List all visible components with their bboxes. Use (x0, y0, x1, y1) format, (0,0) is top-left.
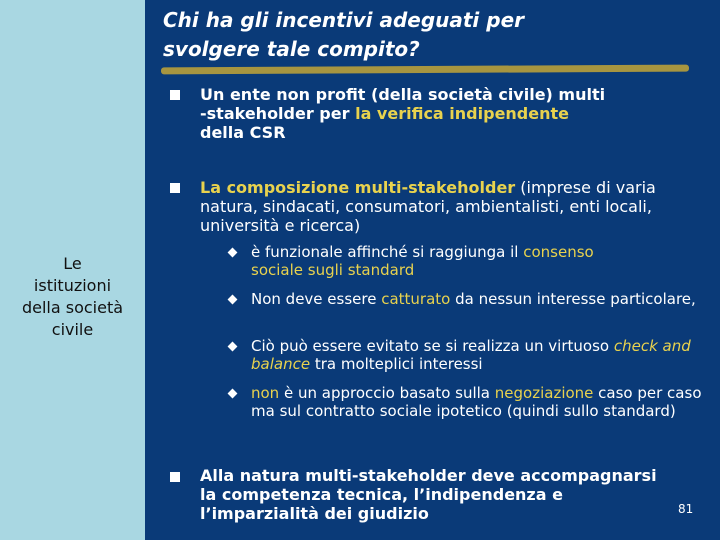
subitem-text: è funzionale affinché si raggiunga il (251, 243, 524, 261)
square-bullet-icon (170, 183, 180, 193)
page-number: 81 (678, 502, 694, 516)
sidebar-label (0, 253, 145, 341)
item-highlight: La composizione multi-stakeholder (200, 178, 516, 197)
square-bullet-icon (170, 472, 180, 482)
sidebar-label-line: della società (21, 298, 124, 317)
item-text: Un ente non profit (della società civile) multi (200, 85, 606, 104)
subitem-highlight: negoziazione (494, 384, 594, 402)
sidebar-label-line: istituzioni (33, 276, 112, 295)
sub-item-1 (251, 243, 691, 279)
slide-title (163, 6, 683, 64)
sidebar-label-line: Le (63, 254, 82, 273)
square-bullet-icon (170, 90, 180, 100)
subitem-text: è un approccio basato sulla (279, 384, 495, 402)
subitem-text: da nessun interesse particolare, (450, 290, 696, 308)
diamond-bullet-icon (228, 342, 238, 352)
item-text: Alla natura multi-stakeholder deve accompagnarsi la competenza tecnica, l’indipendenza e l’imparzialità dei giudizio (200, 466, 657, 523)
item-text: della CSR (200, 123, 286, 142)
item-highlight: la verifica indipendente (355, 104, 569, 123)
subitem-text: tra molteplici interessi (310, 355, 483, 373)
sub-item-3 (251, 337, 711, 373)
subitem-highlight: sociale sugli standard (251, 261, 415, 279)
subitem-highlight: non (251, 384, 280, 402)
diamond-bullet-icon (228, 295, 238, 305)
sub-item-2 (251, 290, 711, 308)
title-underline (161, 65, 689, 75)
diamond-bullet-icon (228, 248, 238, 258)
item-text: -stakeholder per (200, 104, 356, 123)
sidebar-label-line: civile (51, 320, 94, 339)
slide-content (145, 0, 720, 540)
subitem-highlight: catturato (381, 290, 451, 308)
subitem-text: Non deve essere (251, 290, 382, 308)
item-text: (imprese di varia natura, sindacati, consumatori, ambientalisti, enti locali, università e ricerca) (200, 178, 656, 235)
title-line: svolgere tale compito? (163, 37, 420, 61)
bullet-item-1 (200, 85, 712, 142)
sidebar-panel (0, 0, 145, 540)
bullet-item-2 (200, 178, 718, 235)
bullet-item-3 (200, 466, 678, 523)
title-line: Chi ha gli incentivi adeguati per (163, 8, 524, 32)
subitem-text: Ciò può essere evitato se si realizza un virtuoso (251, 337, 614, 355)
subitem-text: caso per caso ma sul contratto sociale ipotetico (quindi sullo standard) (251, 384, 702, 420)
diamond-bullet-icon (228, 389, 238, 399)
sub-item-4 (251, 384, 717, 420)
subitem-highlight: consenso (523, 243, 594, 261)
subitem-highlight: check and balance (251, 337, 691, 373)
